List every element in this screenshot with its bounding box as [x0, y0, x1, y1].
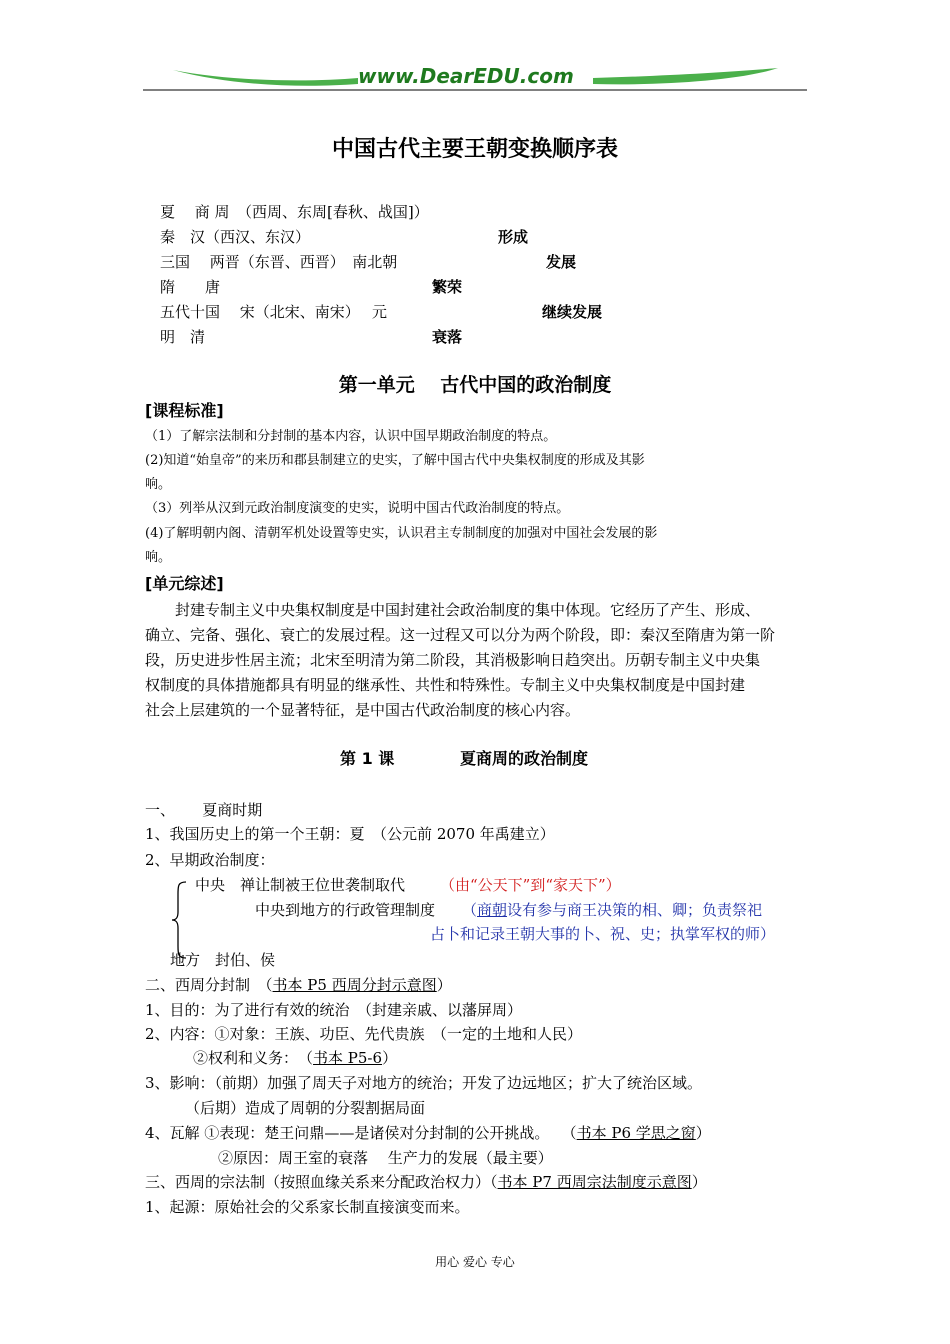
dynasty-row: 五代十国 宋（北宋、南宋） 元 [160, 303, 388, 321]
unit-title: 第一单元 古代中国的政治制度 [338, 374, 612, 396]
dynasty-row: 三国 两晋（东晋、西晋） 南北朝 [160, 253, 398, 271]
rights-label: ②权利和义务： [193, 1049, 291, 1067]
section-title: 三、西周的宗法制（按照血缘关系来分配政治权力） [145, 1173, 491, 1191]
body-line: ②权利和义务： （书本 P5-6） [193, 1049, 398, 1067]
header-banner [143, 60, 807, 94]
standard-item: 响。 [145, 550, 172, 565]
summary-line: 社会上层建筑的一个显著特征，是中国古代政治制度的核心内容。 [145, 701, 581, 719]
body-line: 1、目的：为了进行有效的统治 （封建亲戚、以藩屏周） [145, 1001, 523, 1019]
body-line: 4、瓦解 ①表现：楚王问鼎——是诸侯对分封制的公开挑战。 （书本 P6 学思之窗） [145, 1124, 711, 1142]
standards-heading: [课程标准] [145, 401, 224, 420]
central-line: 中央 禅让制被王位世袭制取代 [195, 876, 406, 894]
admin-note-text: 设有参与商王决策的相、卿；负责祭祀 [507, 901, 763, 919]
body-line: 1、起源：原始社会的父系家长制直接演变而来。 [145, 1198, 470, 1216]
standard-item: (2)知道“始皇帝”的来历和郡县制建立的史实，了解中国古代中央集权制度的形成及其影 [145, 453, 645, 468]
standard-item: （3）列举从汉到元政治制度演变的史实，说明中国古代政治制度的特点。 [145, 501, 570, 516]
admin-note-cont: 占卜和记录王朝大事的卜、祝、史；执掌军权的师） [430, 925, 776, 943]
page-footer: 用心 爱心 专心 [435, 1255, 515, 1269]
shang-dynasty-link[interactable]: 商朝 [477, 901, 508, 919]
dynasty-stage: 继续发展 [542, 303, 603, 321]
summary-line: 段，历史进步性居主流；北宋至明清为第二阶段，其消极影响日趋突出。历朝专制主义中央集 [145, 651, 761, 669]
dynasty-row: 秦 汉（西汉、东汉） [160, 228, 311, 246]
dynasty-stage: 繁荣 [432, 278, 463, 296]
dynasty-row: 明 清 [160, 328, 206, 346]
section-title: 二、西周分封制 [145, 976, 251, 994]
site-logo-text[interactable]: www.DearEDU.com [358, 64, 574, 88]
dynasty-stage: 发展 [546, 253, 577, 271]
summary-line: 确立、完备、强化、衰亡的发展过程。这一过程又可以分为两个阶段，即：秦汉至隋唐为第一阶 [145, 626, 776, 644]
textbook-ref[interactable]: 书本 P5 西周分封示意图 [272, 976, 437, 994]
collapse-label: 4、瓦解 ①表现：楚王问鼎——是诸侯对分封制的公开挑战。 [145, 1124, 542, 1142]
body-line: （后期）造成了周朝的分裂割据局面 [185, 1099, 426, 1117]
admin-note-paren: （ [462, 901, 478, 919]
body-line: 3、影响：（前期）加强了周天子对地方的统治；开发了边远地区；扩大了统治区域。 [145, 1074, 703, 1092]
body-line: 1、我国历史上的第一个王朝：夏 （公元前 2070 年禹建立） [145, 825, 555, 843]
textbook-ref[interactable]: 书本 P7 西周宗法制度示意图 [497, 1173, 692, 1191]
lesson-number: 第 1 课 [340, 749, 395, 768]
summary-line: 权制度的具体措施都具有明显的继承性、共性和特殊性。专制主义中央集权制度是中国封建 [145, 676, 746, 694]
lesson-title: 夏商周的政治制度 [460, 749, 589, 768]
section-heading: 三、西周的宗法制（按照血缘关系来分配政治权力）（书本 P7 西周宗法制度示意图） [145, 1173, 707, 1191]
summary-heading: [单元综述] [145, 574, 224, 593]
body-line: 2、早期政治制度： [145, 851, 275, 869]
local-line: 地方 封伯、侯 [170, 951, 276, 969]
section-heading: 二、西周分封制 （书本 P5 西周分封示意图） [145, 976, 452, 994]
body-line: ②原因：周王室的衰落 生产力的发展（最主要） [218, 1149, 553, 1167]
standard-item: （1）了解宗法制和分封制的基本内容，认识中国早期政治制度的特点。 [145, 429, 557, 444]
admin-line: 中央到地方的行政管理制度 [255, 901, 436, 919]
textbook-ref[interactable]: 书本 P5-6 [313, 1049, 383, 1067]
dynasty-stage: 形成 [498, 228, 529, 246]
page-title: 中国古代主要王朝变换顺序表 [331, 137, 618, 162]
central-note: （由“公天下”到“家天下”） [440, 876, 621, 894]
admin-note [462, 900, 762, 920]
standard-item: (4)了解明朝内阁、清朝军机处设置等史实，认识君主专制制度的加强对中国社会发展的影 [145, 526, 658, 541]
dynasty-stage: 衰落 [432, 328, 463, 346]
section-heading: 一、 夏商时期 [145, 801, 263, 819]
summary-line: 封建专制主义中央集权制度是中国封建社会政治制度的集中体现。它经历了产生、形成、 [145, 601, 761, 619]
dynasty-row: 夏 商 周 （西周、东周[春秋、战国]） [160, 203, 429, 221]
standard-item: 响。 [145, 477, 172, 492]
dynasty-row: 隋 唐 [160, 278, 221, 296]
textbook-ref[interactable]: 书本 P6 学思之窗 [576, 1124, 696, 1142]
body-line: 2、内容：①对象：王族、功臣、先代贵族 （一定的土地和人民） [145, 1025, 583, 1043]
curly-brace [170, 880, 190, 960]
